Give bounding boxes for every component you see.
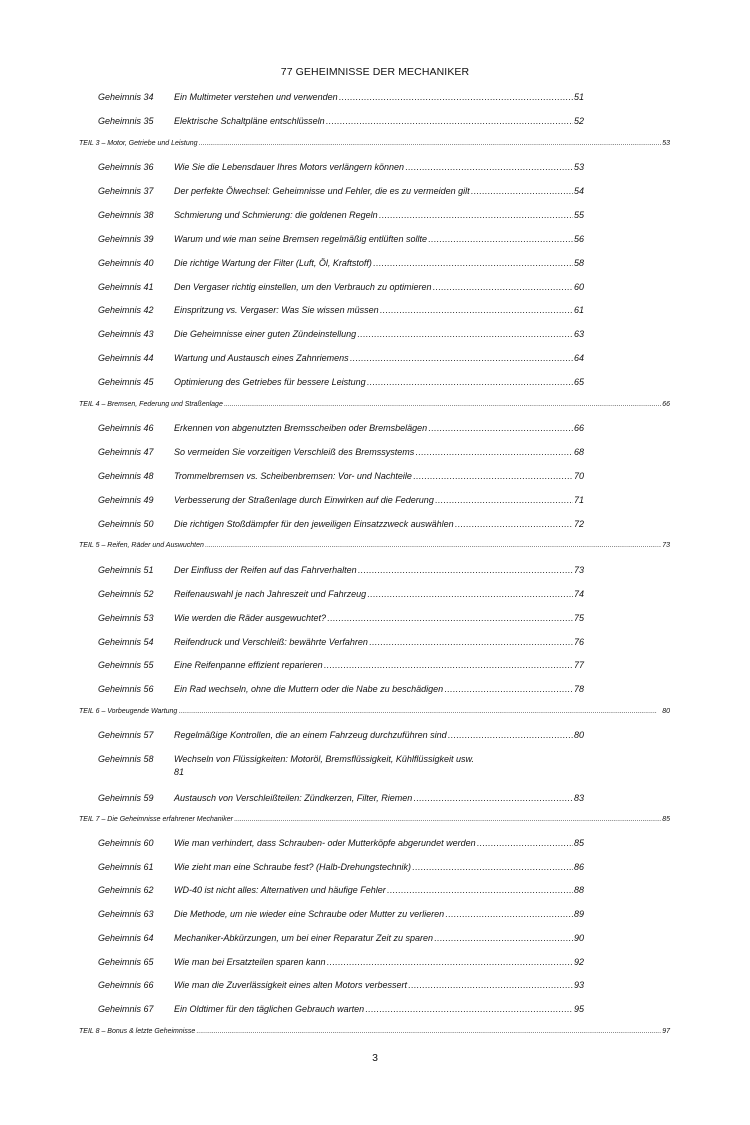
leader-dots: [365, 1002, 573, 1016]
page-ref: 60: [573, 282, 584, 292]
page-ref: 64: [573, 353, 584, 363]
entry-title: Ein Oldtimer für den täglichen Gebrauch warten: [174, 1004, 365, 1014]
leader-dots: [357, 327, 573, 341]
page-ref: 73: [573, 565, 584, 575]
leader-dots: [413, 469, 573, 483]
secret-number: Geheimnis 66: [98, 980, 154, 990]
entry-title: Ein Multimeter verstehen und verwenden: [174, 92, 338, 102]
leader-dots: [380, 303, 573, 317]
leader-dots: [387, 883, 573, 897]
secret-number: Geheimnis 50: [98, 519, 154, 529]
secret-number: Geheimnis 53: [98, 613, 154, 623]
leader-dots: [448, 728, 573, 742]
page-ref: 56: [573, 234, 584, 244]
page-ref: 89: [573, 909, 584, 919]
toc-entry[interactable]: [98, 469, 584, 483]
entry-title: Der Einfluss der Reifen auf das Fahrverhalten: [174, 565, 357, 575]
page-ref: 58: [573, 258, 584, 268]
leader-dots: [415, 445, 573, 459]
secret-number: Geheimnis 40: [98, 258, 154, 268]
leader-dots: [413, 791, 573, 805]
entry-title: Erkennen von abgenutzten Bremsscheiben oder Bremsbelägen: [174, 423, 428, 433]
page-ref: 73: [662, 542, 670, 549]
secret-number: Geheimnis 47: [98, 447, 154, 457]
toc-entry[interactable]: [98, 232, 584, 246]
page-ref: 78: [573, 684, 584, 694]
secret-number: Geheimnis 65: [98, 957, 154, 967]
leader-dots: [339, 90, 573, 104]
leader-dots: [350, 351, 573, 365]
page-ref: 85: [662, 816, 670, 823]
secret-number: Geheimnis 67: [98, 1004, 154, 1014]
entry-title: So vermeiden Sie vorzeitigen Verschleiß des Bremssystems: [174, 447, 415, 457]
leader-dots: [367, 587, 573, 601]
secret-number: Geheimnis 63: [98, 909, 154, 919]
part-title: TEIL 4 – Bremsen, Federung und Straßenlage: [79, 401, 223, 408]
toc-entry[interactable]: [98, 375, 584, 389]
toc-entry[interactable]: [98, 184, 584, 198]
part-title: TEIL 6 – Vorbeugende Wartung: [79, 708, 178, 715]
page-ref: 80: [573, 730, 584, 740]
toc-entry[interactable]: [98, 114, 584, 128]
leader-dots: [435, 493, 573, 507]
page-ref: 95: [573, 1004, 584, 1014]
toc-entry[interactable]: [98, 611, 584, 625]
page-ref: 76: [573, 637, 584, 647]
page-ref: 93: [573, 980, 584, 990]
toc-part-heading[interactable]: [79, 541, 670, 551]
entry-title: Optimierung des Getriebes für bessere Leistung: [174, 377, 366, 387]
toc-entry[interactable]: [98, 445, 584, 459]
secret-number: Geheimnis 44: [98, 353, 154, 363]
toc-entry[interactable]: [98, 682, 584, 696]
page-ref: 53: [573, 162, 584, 172]
entry-title: Warum und wie man seine Bremsen regelmäßig entlüften sollte: [174, 234, 427, 244]
toc-part-heading[interactable]: [79, 815, 670, 825]
toc-entry[interactable]: [98, 563, 584, 577]
entry-title: Mechaniker-Abkürzungen, um bei einer Reparatur Zeit zu sparen: [174, 933, 433, 943]
secret-number: Geheimnis 38: [98, 210, 154, 220]
secret-number: Geheimnis 56: [98, 684, 154, 694]
secret-number: Geheimnis 39: [98, 234, 154, 244]
entry-title: Den Vergaser richtig einstellen, um den Verbrauch zu optimieren: [174, 282, 432, 292]
toc-entry[interactable]: [98, 351, 584, 365]
page-ref: 65: [573, 377, 584, 387]
entry-title: Verbesserung der Straßenlage durch Einwirken auf die Federung: [174, 495, 434, 505]
toc-entry[interactable]: [98, 517, 584, 531]
entry-title: Der perfekte Ölwechsel: Geheimnisse und Fehler, die es zu vermeiden gilt: [174, 186, 470, 196]
secret-number: Geheimnis 59: [98, 793, 154, 803]
secret-number: Geheimnis 35: [98, 116, 154, 126]
leader-dots: [405, 160, 573, 174]
toc-part-heading[interactable]: [79, 400, 670, 410]
toc-entry[interactable]: [98, 728, 584, 742]
page-ref: 72: [573, 519, 584, 529]
page-ref: 54: [573, 186, 584, 196]
page-number: 3: [372, 1052, 378, 1064]
page-ref: 53: [662, 140, 670, 147]
part-title: TEIL 8 – Bonus & letzte Geheimnisse: [79, 1028, 196, 1035]
entry-title: Schmierung und Schmierung: die goldenen Regeln: [174, 210, 378, 220]
entry-title: Trommelbremsen vs. Scheibenbremsen: Vor- und Nachteile: [174, 471, 412, 481]
secret-number: Geheimnis 45: [98, 377, 154, 387]
toc-part-heading[interactable]: [79, 1027, 670, 1037]
part-title: TEIL 3 – Motor, Getriebe und Leistung: [79, 140, 198, 147]
toc-part-heading[interactable]: [79, 139, 670, 149]
entry-title: Wie man die Zuverlässigkeit eines alten Motors verbessert: [174, 980, 408, 990]
entry-title: Austausch von Verschleißteilen: Zündkerzen, Filter, Riemen: [174, 793, 413, 803]
toc-entry[interactable]: [98, 752, 584, 780]
leader-dots: [477, 836, 573, 850]
toc-entry[interactable]: [98, 907, 584, 921]
entry-title: Eine Reifenpanne effizient reparieren: [174, 660, 323, 670]
page-ref: 97: [662, 1028, 670, 1035]
toc-entry[interactable]: [98, 90, 584, 104]
leader-dots: [444, 682, 573, 696]
leader-dots: [326, 114, 573, 128]
entry-title: Wie zieht man eine Schraube fest? (Halb-Drehungstechnik): [174, 862, 412, 872]
leader-dots: [327, 611, 573, 625]
page-ref: 51: [573, 92, 584, 102]
toc-entry[interactable]: [98, 836, 584, 850]
leader-dots: [367, 375, 573, 389]
page-ref: 61: [573, 305, 584, 315]
page-ref: 68: [573, 447, 584, 457]
toc-entry[interactable]: [98, 421, 584, 435]
secret-number: Geheimnis 55: [98, 660, 154, 670]
leader-dots: [178, 707, 661, 717]
toc-entry[interactable]: [98, 658, 584, 672]
toc-entry[interactable]: [98, 931, 584, 945]
leader-dots: [324, 658, 573, 672]
entry-title: Reifenauswahl je nach Jahreszeit und Fahrzeug: [174, 589, 367, 599]
toc-entry[interactable]: [98, 635, 584, 649]
entry-title: Die Methode, um nie wieder eine Schraube oder Mutter zu verlieren: [174, 909, 445, 919]
leader-dots: [432, 280, 573, 294]
toc-entry[interactable]: [98, 493, 584, 507]
entry-title: Einspritzung vs. Vergaser: Was Sie wissen müssen: [174, 305, 379, 315]
entry-title: WD-40 ist nicht alles: Alternativen und häufige Fehler: [174, 885, 386, 895]
page-ref: 75: [573, 613, 584, 623]
leader-dots: [199, 139, 662, 149]
page-ref: 52: [573, 116, 584, 126]
secret-number: Geheimnis 48: [98, 471, 154, 481]
leader-dots: [428, 232, 573, 246]
leader-dots: [234, 815, 661, 825]
page-ref: 83: [573, 793, 584, 803]
toc-part-heading[interactable]: [79, 707, 670, 717]
toc-entry[interactable]: [98, 280, 584, 294]
entry-title: Wie man bei Ersatzteilen sparen kann: [174, 957, 326, 967]
secret-number: Geheimnis 34: [98, 92, 154, 102]
toc-entry[interactable]: [98, 327, 584, 341]
leader-dots: [434, 931, 573, 945]
leader-dots: [471, 184, 573, 198]
leader-dots: [455, 517, 573, 531]
secret-number: Geheimnis 61: [98, 862, 154, 872]
toc-entry[interactable]: [98, 883, 584, 897]
page-ref: 55: [573, 210, 584, 220]
secret-number: Geheimnis 52: [98, 589, 154, 599]
page-ref: 66: [662, 401, 670, 408]
toc-entry[interactable]: [98, 587, 584, 601]
page-ref: 63: [573, 329, 584, 339]
page-ref: 77: [573, 660, 584, 670]
secret-number: Geheimnis 57: [98, 730, 154, 740]
leader-dots: [445, 907, 573, 921]
entry-title: Die richtige Wartung der Filter (Luft, Öl, Kraftstoff): [174, 258, 372, 268]
entry-title: Regelmäßige Kontrollen, die an einem Fahrzeug durchzuführen sind: [174, 730, 447, 740]
secret-number: Geheimnis 41: [98, 282, 154, 292]
leader-dots: [196, 1027, 661, 1037]
entry-title: Reifendruck und Verschleiß: bewährte Verfahren: [174, 637, 368, 647]
secret-number: Geheimnis 36: [98, 162, 154, 172]
part-title: TEIL 7 – Die Geheimnisse erfahrener Mechaniker: [79, 816, 233, 823]
secret-number: Geheimnis 62: [98, 885, 154, 895]
secret-number: Geheimnis 51: [98, 565, 154, 575]
page-ref: 66: [573, 423, 584, 433]
toc-entry[interactable]: [98, 955, 584, 969]
page-ref: 71: [573, 495, 584, 505]
toc-entry[interactable]: [98, 303, 584, 317]
leader-dots: [369, 635, 573, 649]
toc-entry[interactable]: [98, 1002, 584, 1016]
secret-number: Geheimnis 37: [98, 186, 154, 196]
leader-dots: [205, 541, 661, 551]
secret-number: Geheimnis 54: [98, 637, 154, 647]
leader-dots: [373, 256, 573, 270]
toc-entry[interactable]: [98, 208, 584, 222]
secret-number: Geheimnis 46: [98, 423, 154, 433]
page-ref: 80: [662, 708, 670, 715]
page-ref: 81: [174, 767, 185, 777]
leader-dots: [412, 860, 573, 874]
leader-dots: [358, 563, 573, 577]
leader-dots: [428, 421, 573, 435]
secret-number: Geheimnis 43: [98, 329, 154, 339]
entry-title: Wie Sie die Lebensdauer Ihres Motors verlängern können: [174, 162, 405, 172]
page-ref: 85: [573, 838, 584, 848]
leader-dots: [379, 208, 573, 222]
entry-title: Wie werden die Räder ausgewuchtet?: [174, 613, 327, 623]
entry-title: Wartung und Austausch eines Zahnriemens: [174, 353, 349, 363]
entry-title: Ein Rad wechseln, ohne die Muttern oder die Nabe zu beschädigen: [174, 684, 444, 694]
toc-entry[interactable]: [98, 256, 584, 270]
secret-number: Geheimnis 49: [98, 495, 154, 505]
leader-dots: [224, 400, 661, 410]
page-ref: 74: [573, 589, 584, 599]
toc-entry[interactable]: [98, 978, 584, 992]
page-ref: 90: [573, 933, 584, 943]
page-ref: 86: [573, 862, 584, 872]
secret-number: Geheimnis 42: [98, 305, 154, 315]
toc-entry[interactable]: [98, 791, 584, 805]
toc-entry[interactable]: [98, 160, 584, 174]
page-ref: 88: [573, 885, 584, 895]
entry-title: Die Geheimnisse einer guten Zündeinstellung: [174, 329, 357, 339]
part-title: TEIL 5 – Reifen, Räder und Auswuchten: [79, 542, 204, 549]
page-ref: 70: [573, 471, 584, 481]
secret-number: Geheimnis 58: [98, 754, 154, 764]
entry-title: Die richtigen Stoßdämpfer für den jeweiligen Einsatzzweck auswählen: [174, 519, 454, 529]
entry-title: Wechseln von Flüssigkeiten: Motoröl, Bremsflüssigkeit, Kühlflüssigkeit usw.: [174, 754, 474, 764]
page-ref: 92: [573, 957, 584, 967]
entry-title: Elektrische Schaltpläne entschlüsseln: [174, 116, 325, 126]
secret-number: Geheimnis 60: [98, 838, 154, 848]
entry-title: Wie man verhindert, dass Schrauben- oder Mutterköpfe abgerundet werden: [174, 838, 476, 848]
document-title: 77 GEHEIMNISSE DER MECHANIKER: [280, 66, 470, 78]
leader-dots: [327, 955, 573, 969]
leader-dots: [408, 978, 573, 992]
toc-entry[interactable]: [98, 860, 584, 874]
secret-number: Geheimnis 64: [98, 933, 154, 943]
